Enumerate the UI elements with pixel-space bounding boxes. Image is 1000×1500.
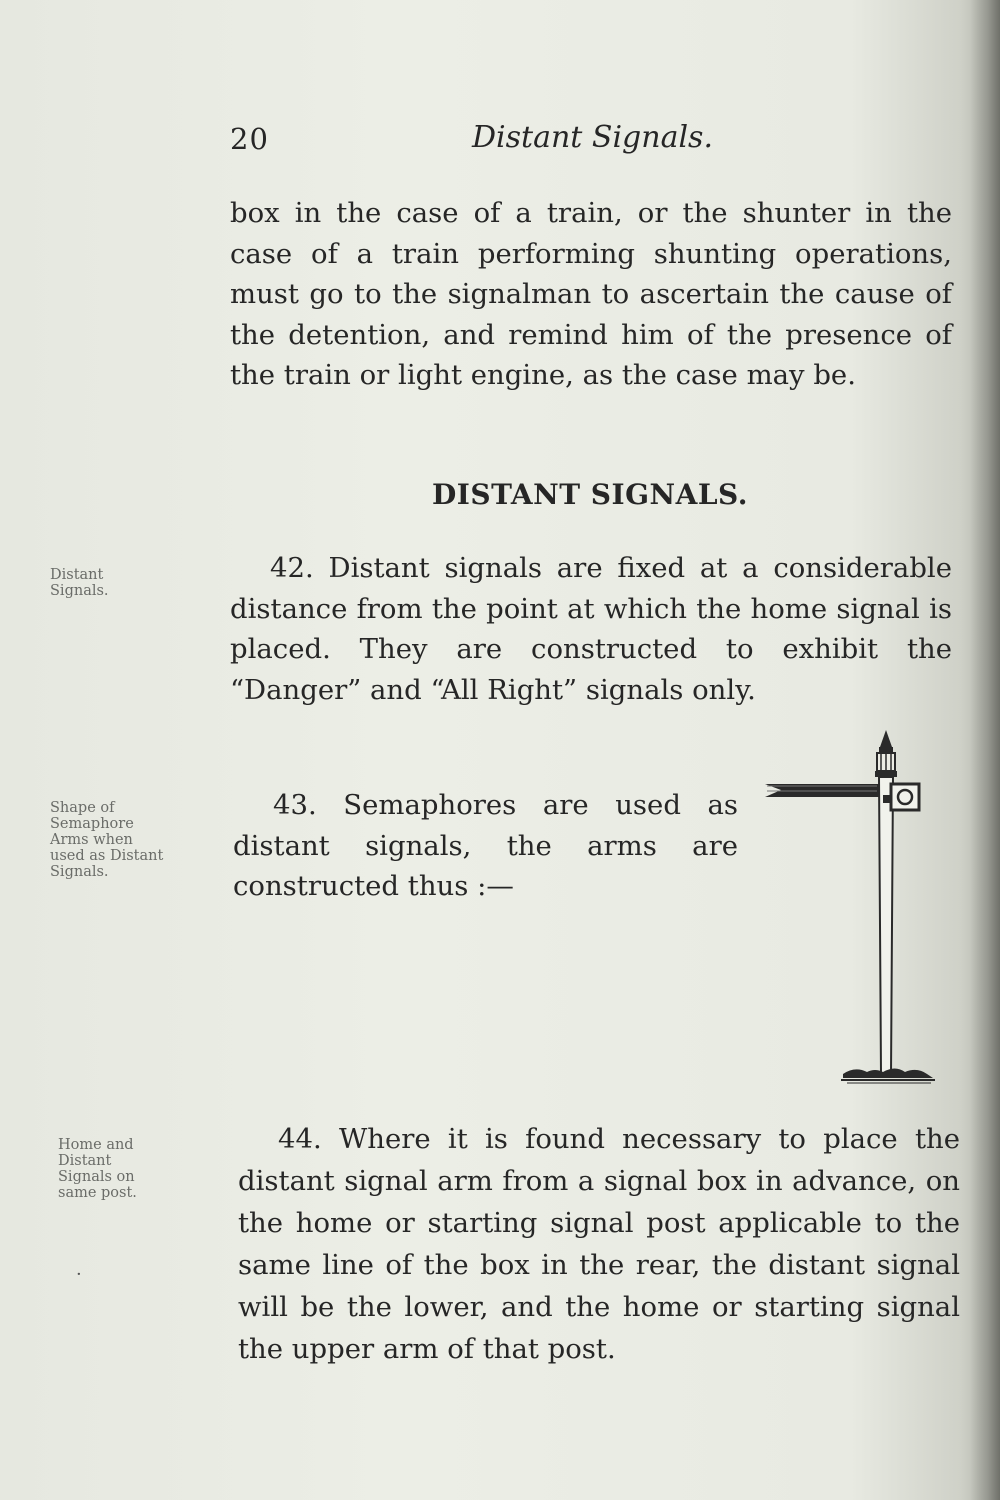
- margin-note-home-and-distant: Home and Distant Signals on same post.: [58, 1137, 137, 1201]
- margin-note-semaphore-arms: Shape of Semaphore Arms when used as Distant Signals.: [50, 800, 164, 880]
- intro-paragraph: box in the case of a train, or the shunter in the case of a train performing shunting operations, must go to the signalman to ascertain the cause of the detention, and remind him of the presence of the train or light engine, as the case may be.: [230, 197, 952, 391]
- semaphore-signal-post-icon: [755, 722, 955, 1102]
- page-number: 20: [230, 122, 269, 156]
- ink-speck: ·: [76, 1264, 82, 1285]
- paragraph-44: 44. Where it is found necessary to place the distant signal arm from a signal box in advance, on the home or starting signal post applicable to the same line of the box in the rear, the distant signal will be the lower, and the home or starting signal the upper arm of that post.: [238, 1123, 960, 1365]
- section-heading: DISTANT SIGNALS.: [431, 478, 748, 511]
- page-edge-shadow: [970, 0, 1000, 1500]
- margin-note-distant-signals: Distant Signals.: [50, 567, 109, 599]
- paragraph-43: 43. Semaphores are used as distant signals, the arms are constructed thus :—: [233, 789, 738, 902]
- paragraph-42: 42. Distant signals are fixed at a considerable distance from the point at which the home signal is placed. They are constructed to exhibit the “Danger” and “All Right” signals only.: [230, 552, 952, 706]
- running-title: Distant Signals.: [472, 120, 713, 155]
